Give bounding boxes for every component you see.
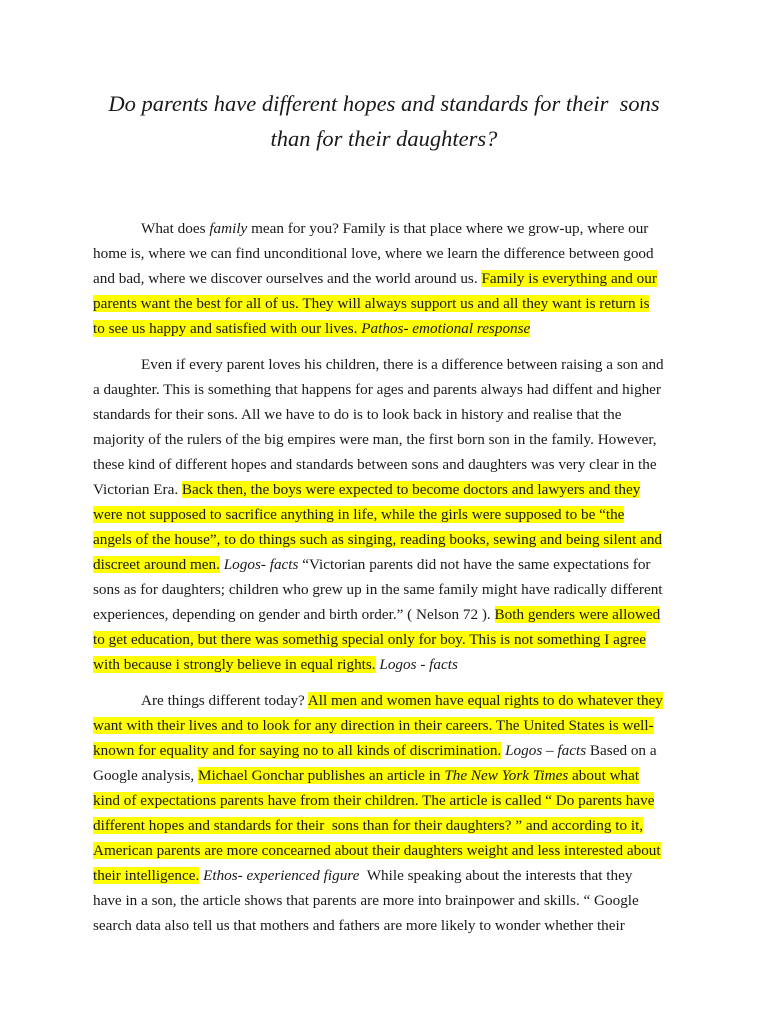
text-line bbox=[93, 241, 675, 266]
highlighted-text: The New York Times bbox=[444, 767, 569, 784]
text-line bbox=[93, 266, 675, 291]
highlighted-text: to see us happy and satisfied with our lives. bbox=[93, 320, 362, 337]
text-line bbox=[93, 713, 675, 738]
highlighted-text: All men and women have equal rights to do whatever they bbox=[307, 692, 663, 709]
text-line bbox=[93, 913, 675, 938]
text-segment: and bad, where we discover ourselves and the world around us. bbox=[93, 270, 482, 287]
text-segment: a daughter. This is something that happens for ages and parents always had diffent and higher bbox=[93, 381, 661, 398]
highlighted-text: to get education, but there was somethig special only for boy. This is not something I agree bbox=[93, 631, 646, 648]
italic-text: family bbox=[209, 220, 248, 237]
text-segment: Are things different today? bbox=[141, 692, 308, 709]
text-segment: have in a son, the article shows that parents are more into brainpower and skills. “ Google bbox=[93, 892, 639, 909]
highlighted-text: Both genders were allowed bbox=[494, 606, 661, 623]
text-line bbox=[141, 688, 723, 713]
highlighted-text: Michael Gonchar publishes an article in bbox=[198, 767, 445, 784]
text-line bbox=[93, 291, 675, 316]
text-line bbox=[93, 402, 675, 427]
text-line bbox=[93, 863, 675, 888]
text-segment: “Victorian parents did not have the same expectations for bbox=[298, 556, 651, 573]
text-line bbox=[93, 888, 675, 913]
highlighted-text: were not supposed to sacrifice anything in life, while the girls were supposed to be “the bbox=[93, 506, 625, 523]
highlighted-text: American parents are more concearned about their daughters weight and less interested about bbox=[93, 842, 661, 859]
highlighted-text: Pathos- emotional response bbox=[361, 320, 531, 337]
text-line bbox=[93, 452, 675, 477]
text-line bbox=[93, 652, 675, 677]
text-segment: home is, where we can find unconditional love, where we learn the difference between good bbox=[93, 245, 654, 262]
text-segment: standards for their sons. All we have to do is to look back in history and realise that the bbox=[93, 406, 622, 423]
text-segment: these kind of different hopes and standards between sons and daughters was very clear in the bbox=[93, 456, 657, 473]
text-line bbox=[93, 527, 675, 552]
italic-text: Logos – facts bbox=[505, 742, 587, 759]
text-segment: Victorian Era. bbox=[93, 481, 182, 498]
highlighted-text: different hopes and standards for their sons than for their daughters? ” and according to it, bbox=[93, 817, 644, 834]
text-line bbox=[93, 602, 675, 627]
title-line-1: Do parents have different hopes and standards for their sons bbox=[108, 91, 660, 116]
title-line-2: than for their daughters? bbox=[270, 126, 498, 151]
text-line bbox=[141, 216, 723, 241]
text-line bbox=[93, 477, 675, 502]
text-segment: What does bbox=[141, 220, 210, 237]
text-segment: Based on a bbox=[586, 742, 657, 759]
text-line bbox=[93, 763, 675, 788]
text-line bbox=[141, 352, 723, 377]
text-segment: majority of the rulers of the big empires were man, the first born son in the family. However, bbox=[93, 431, 657, 448]
text-segment: Google analysis, bbox=[93, 767, 199, 784]
highlighted-text: known for equality and for saying no to all kinds of discrimination. bbox=[93, 742, 502, 759]
text-segment: While speaking about the interests that they bbox=[359, 867, 633, 884]
text-line bbox=[93, 577, 675, 602]
text-segment: search data also tell us that mothers and fathers are more likely to wonder whether their bbox=[93, 917, 625, 934]
text-line bbox=[93, 552, 675, 577]
text-line bbox=[93, 788, 675, 813]
highlighted-text: kind of expectations parents have from their children. The article is called “ Do parents have bbox=[93, 792, 655, 809]
italic-text: Logos- facts bbox=[223, 556, 299, 573]
highlighted-text: with because i strongly believe in equal rights. bbox=[93, 656, 376, 673]
highlighted-text: Family is everything and our bbox=[481, 270, 657, 287]
text-line bbox=[93, 627, 675, 652]
highlighted-text: discreet around men. bbox=[93, 556, 220, 573]
document-title bbox=[60, 86, 708, 156]
text-line bbox=[93, 316, 675, 341]
text-line bbox=[93, 813, 675, 838]
text-line bbox=[93, 377, 675, 402]
italic-text: Ethos- experienced figure bbox=[203, 867, 360, 884]
text-line bbox=[93, 838, 675, 863]
highlighted-text: angels of the house”, to do things such as singing, reading books, sewing and being silent and bbox=[93, 531, 663, 548]
text-segment: sons as for daughters; children who grew up in the same family might have radically different bbox=[93, 581, 663, 598]
highlighted-text: Back then, the boys were expected to become doctors and lawyers and they bbox=[181, 481, 641, 498]
text-line bbox=[93, 502, 675, 527]
text-segment: mean for you? Family is that place where we grow-up, where our bbox=[247, 220, 649, 237]
highlighted-text: want with their lives and to look for any direction in their careers. The United States is well- bbox=[93, 717, 654, 734]
text-line bbox=[93, 427, 675, 452]
highlighted-text: about what bbox=[568, 767, 640, 784]
italic-text: Logos - facts bbox=[379, 656, 458, 673]
text-line bbox=[93, 738, 675, 763]
text-segment: Even if every parent loves his children, there is a difference between raising a son and bbox=[141, 356, 664, 373]
highlighted-text: parents want the best for all of us. They will always support us and all they want is return is bbox=[93, 295, 650, 312]
text-segment: experiences, depending on gender and birth order.” ( Nelson 72 ). bbox=[93, 606, 495, 623]
highlighted-text: their intelligence. bbox=[93, 867, 200, 884]
